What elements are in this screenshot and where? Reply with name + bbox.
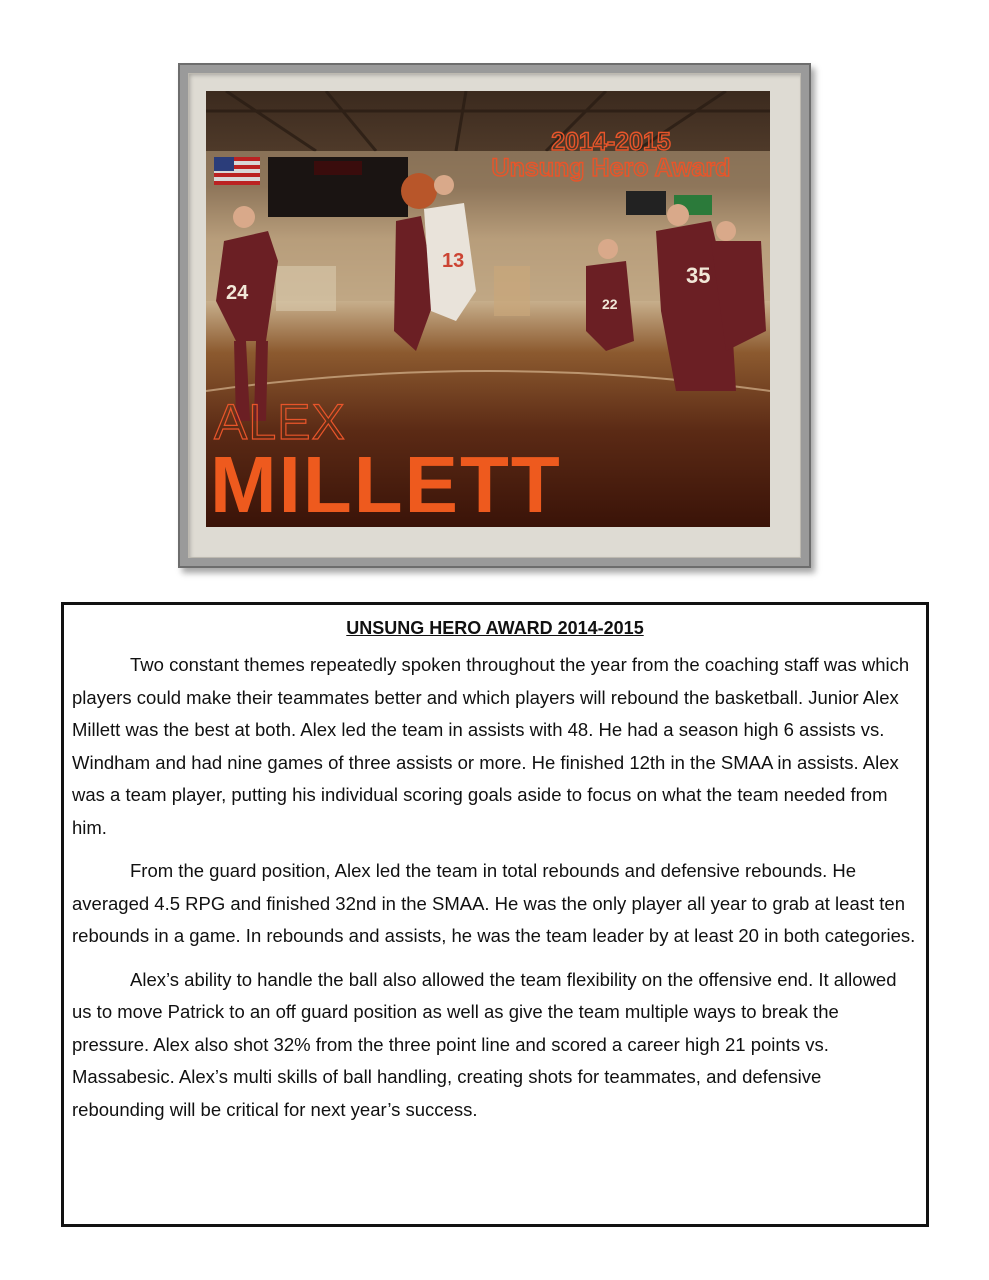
photo-first-name: ALEX [214,394,346,450]
article-paragraph-1: Two constant themes repeatedly spoken throughout the year from the coaching staff was which players could make their teammates better and which players will rebound the basketball. Junior Alex Millett was the best at both. Alex led the team in assists with 48. He had a season high 6 assists vs. Windham and had nine games of three assists or more. He finished 12th in the SMAA in assists. Alex was a team player, putting his individual scoring goals aside to focus on what the team needed from him. [72,654,910,838]
photo-last-name: MILLETT [210,440,562,527]
svg-text:13: 13 [442,250,465,272]
photo-year: 2014-2015 [551,128,671,156]
article-paragraph-2: From the guard position, Alex led the team in total rebounds and defensive rebounds. He averaged 4.5 RPG and finished 32nd in the SMAA. He was the only player all year to grab at least ten rebounds in a game. In rebounds and assists, he was the team leader by at least 20 in both categories. [72,860,916,946]
photo-award-title [466,129,756,182]
svg-text:35: 35 [686,263,711,288]
svg-text:24: 24 [226,282,249,304]
basketball [401,173,437,209]
flag [214,157,260,185]
article-paragraph-3: Alex’s ability to handle the ball also allowed the team flexibility on the offensive end. It allowed us to move Patrick to an off guard position as well as give the team multiple ways to break the pressure. Alex also shot 32% from the three point line and scored a career high 21 points vs. Massabesic. Alex’s multi skills of ball handling, creating shots for teammates, and defensive rebounding will be critical for next year’s success. [72,968,897,1120]
picture-frame [178,63,811,568]
award-photo [206,91,770,527]
svg-text:22: 22 [602,296,618,312]
award-text-box [61,602,929,1227]
photo-award-name: Unsung Hero Award [491,154,731,183]
article-heading: UNSUNG HERO AWARD 2014-2015 [346,618,644,638]
